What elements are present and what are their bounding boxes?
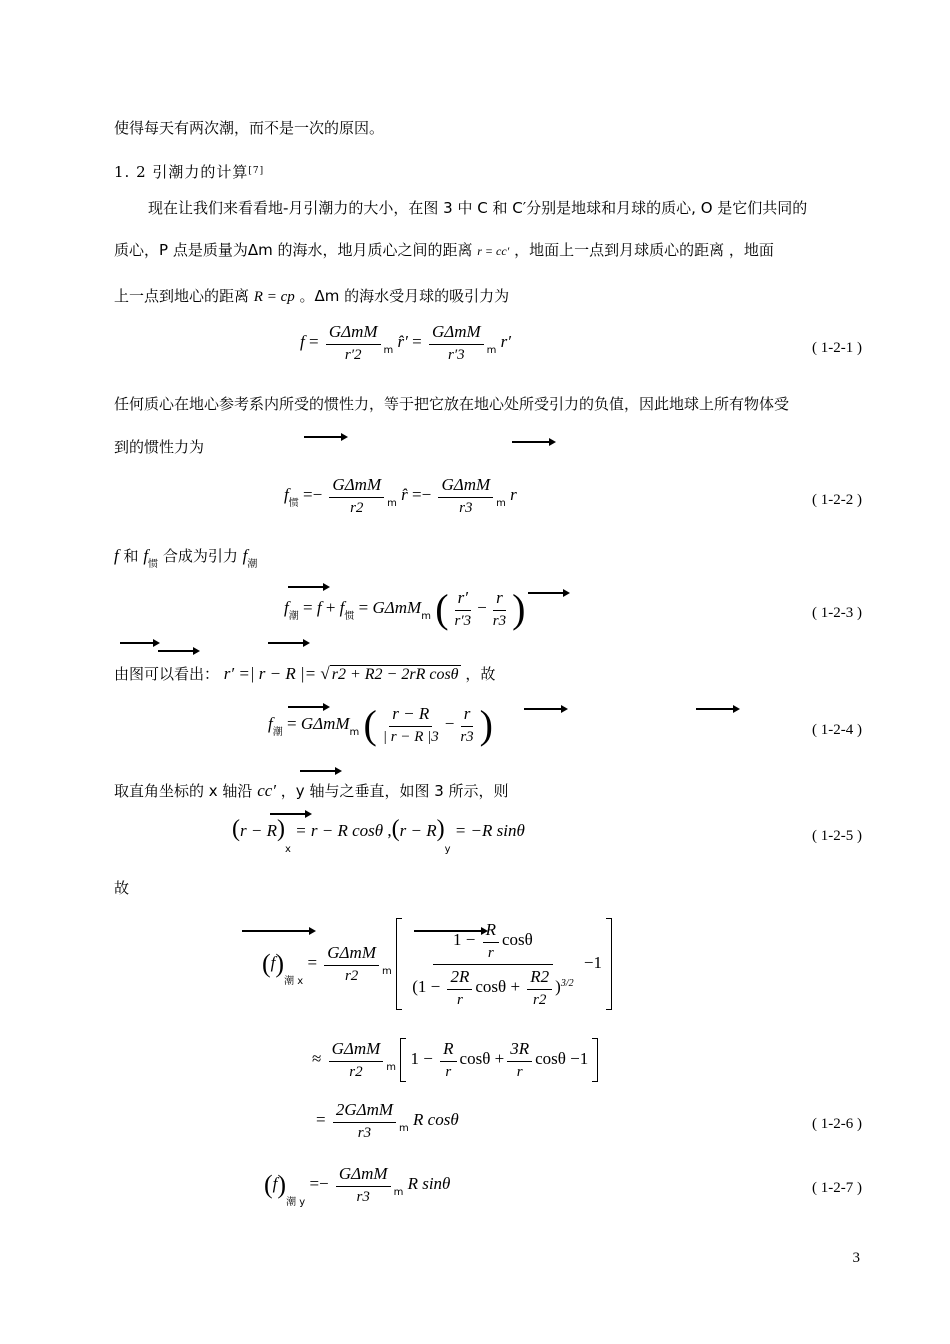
equation-1-2-3: $f_潮 = f + f_惯 = G\Delta mM_m$ ( $\frac{r'}{r'3}$ − $\frac{r}{r3}$ ) [284, 586, 526, 631]
p2-text-a: 质心，P 点是质量为Δm 的海水，地月质心之间的距离 [114, 241, 473, 259]
eq-denominator: r3 [357, 1125, 372, 1141]
eq-f: f [284, 484, 289, 504]
eq-r: r [445, 1064, 452, 1080]
paragraph-3-line-1: 任何质心在地心参考系内所受的惯性力，等于把它放在地心处所受引力的负值，因此地球上所有物体受 [114, 395, 790, 413]
eq-numerator-2: r [493, 588, 506, 611]
equation-1-2-5: $(r - R)_x = r - R$ cosθ $,(r - R)_y = -R$ sinθ [232, 816, 525, 855]
eq-r-2: r [457, 991, 463, 1008]
eq-numerator: GΔmM [324, 943, 379, 966]
eq-cos: cosθ [459, 1048, 491, 1068]
eq-sub-m: m [383, 344, 394, 356]
eq-fraction-2 [438, 475, 493, 517]
eq-sub-m: m [421, 610, 431, 622]
eq-denominator: | r − R |3 [382, 729, 439, 745]
eq-equals-2: = [358, 597, 369, 617]
eq-fraction [329, 475, 384, 517]
paragraph-2-line-2 [114, 240, 774, 261]
equation-number-6: ( 1-2-6 ) [812, 1116, 862, 1132]
eq-sub-m: m [387, 497, 397, 509]
eq-r: r [510, 484, 517, 504]
eq-numerator: r′ [455, 588, 471, 611]
eq-equals-2: = [412, 484, 422, 504]
eq-denominator: r2 [350, 500, 364, 516]
eq-sub-m: m [386, 1061, 397, 1073]
vector-arrow [300, 770, 340, 772]
p4-sub-guan: 惯 [148, 559, 159, 570]
eq-f: f [268, 713, 273, 733]
eq-Rcos: R cosθ [413, 1109, 459, 1129]
paragraph-2-line-1: 现在让我们来看看地-月引潮力的大小，在图 3 中 C 和 C′分别是地球和月球的质心, O 是它们共同的 [148, 199, 808, 217]
eq-numerator-2: r [461, 704, 474, 727]
eq-x-comp: = r − R cosθ [295, 821, 384, 840]
eq-sub-chao: 潮 [286, 1196, 297, 1208]
vector-arrow [512, 441, 554, 443]
paragraph-3-line-2: 到的惯性力为 [114, 438, 205, 456]
section-heading [114, 161, 264, 182]
p4-text-b: 合成为引力 [162, 547, 238, 565]
vector-arrow [696, 708, 738, 710]
paragraph-4 [114, 546, 257, 575]
vector-arrow [270, 813, 310, 815]
eq-numerator-2: GΔmM [438, 475, 493, 498]
eq-sub-m: m [349, 726, 360, 738]
paragraph-6 [114, 781, 509, 801]
p2-math: r = cc′ [477, 244, 510, 258]
eq-denominator-2: r3 [460, 729, 474, 745]
eq-sub-y: y [299, 1196, 306, 1208]
eq-cos-2: cosθ [475, 976, 507, 996]
eq-R: R [483, 920, 499, 943]
eq-minus: − [312, 484, 323, 504]
equation-number-3: ( 1-2-3 ) [812, 605, 862, 621]
eq-big-fraction [409, 920, 576, 1009]
eq-r2: r2 [533, 991, 547, 1008]
section-heading-text: 1. 2 引潮力的计算 [114, 163, 249, 181]
eq-denominator: r′3 [454, 613, 472, 629]
eq-fraction [336, 1164, 391, 1206]
eq-sub-x: x [284, 844, 291, 855]
eq-fraction [324, 943, 379, 985]
p5-sqrt: r2 + R2 − 2rR cosθ [331, 666, 459, 683]
eq-f: f [270, 952, 276, 972]
p4-text-a: 和 [123, 547, 139, 565]
eq-denominator: r′2 [344, 347, 362, 363]
eq-f: f [284, 597, 289, 617]
eq-gdmm: GΔmM [372, 597, 422, 617]
equation-1-2-6-line-3 [316, 1100, 459, 1142]
p2-text-c: 上一点到地心的距离 [114, 287, 250, 305]
eq-exp: 3/2 [560, 977, 574, 989]
p2-math-2: R = cp [253, 289, 295, 305]
eq-equals: = [302, 597, 313, 617]
eq-fraction-2 [490, 588, 509, 630]
eq-f-2: f [316, 597, 322, 617]
eq-equals: = [302, 484, 313, 504]
eq-numerator-2: GΔmM [429, 322, 484, 345]
eq-denominator: r2 [349, 1064, 363, 1080]
eq-unit-vector: r̂ [401, 484, 408, 504]
vector-arrow [158, 650, 198, 652]
eq-minus-one: −1 [583, 952, 602, 972]
eq-sub-chao: 潮 [284, 975, 295, 987]
p4-f: f [114, 546, 119, 565]
p4-sub-chao: 潮 [247, 559, 258, 570]
eq-equals: = [316, 1109, 326, 1129]
eq-denominator: r3 [356, 1189, 370, 1205]
eq-sub-guan: 惯 [288, 497, 299, 509]
eq-denominator: r2 [344, 968, 359, 984]
eq-approx: ≈ [312, 1048, 322, 1068]
eq-fraction-2 [457, 704, 476, 746]
eq-fraction [380, 704, 442, 746]
eq-r-prime: r′ [500, 331, 512, 351]
eq-sub-guan: 惯 [344, 610, 355, 622]
eq-plus: + [506, 976, 525, 996]
eq-f: f [300, 331, 305, 351]
eq-unit-vector: r̂′ [397, 331, 408, 351]
vector-arrow [120, 642, 158, 644]
heading-reference: [7] [248, 166, 265, 176]
eq-fraction-2 [429, 322, 484, 364]
p5-text-a: 由图可以看出： [114, 665, 220, 683]
equation-number-2: ( 1-2-2 ) [812, 492, 862, 508]
eq-3R: 3R [507, 1039, 532, 1062]
eq-sub-m-2: m [496, 497, 506, 509]
eq-R2: R2 [527, 967, 552, 990]
equation-1-2-2 [284, 475, 517, 517]
eq-2R: 2R [447, 967, 472, 990]
eq-fraction [326, 322, 381, 364]
eq-gdmm: GΔmM [300, 713, 350, 733]
eq-cos-minus-one: cosθ −1 [535, 1048, 589, 1068]
eq-one-minus: 1 − [410, 1048, 438, 1068]
eq-fraction [333, 1100, 396, 1142]
eq-numerator: r − R [389, 704, 432, 727]
eq-numerator: 2GΔmM [333, 1100, 396, 1123]
eq-sub-m: m [399, 1122, 409, 1134]
p6-text-b: ，y 轴与之垂直，如图 3 所示，则 [280, 782, 509, 800]
paragraph-5: 由图可以看出： r′ =| r − R |= √ r2 + R2 − 2rR cosθ ，故 [114, 664, 496, 683]
equation-1-2-7: $(f)_{潮 y}$ =− $\frac{\text{GΔmM}}{r3}$ $_m$ R sinθ [264, 1164, 451, 1208]
equation-number-7: ( 1-2-7 ) [812, 1180, 862, 1196]
paragraph-1: 使得每天有两次潮，而不是一次的原因。 [114, 119, 385, 137]
paragraph-2-line-3 [114, 286, 509, 307]
p5-math: r′ =| r − R |= [223, 664, 321, 683]
eq-r-2: r [516, 1064, 523, 1080]
equation-1-2-6-line-1: $(f)_{潮 x}$ = $\frac{\text{GΔmM}}{r2}$ $_m$ 1 − $\frac{R}{r}$ cosθ (1 − $\frac{2R}{r}$ cosθ + $\frac{R2}{r2}$ )$^{3/2}$ −1 [262, 918, 612, 1010]
eq-minus: − [477, 597, 487, 617]
eq-sub-chao: 潮 [288, 610, 299, 622]
eq-minus-2: − [421, 484, 432, 504]
p4-f-guan: f [143, 546, 149, 565]
eq-one-minus: 1 − [453, 929, 480, 949]
eq-sub-m-2: m [486, 344, 497, 356]
eq-denominator-2: r3 [459, 500, 473, 516]
eq-minus: − [444, 713, 455, 733]
p5-text-b: ，故 [465, 665, 496, 683]
eq-equals: = [286, 713, 297, 733]
eq-close: ) [555, 976, 561, 996]
equation-number-5: ( 1-2-5 ) [812, 828, 862, 844]
eq-numerator: GΔmM [329, 475, 384, 498]
eq-R: R [440, 1039, 456, 1062]
equation-number-1: ( 1-2-1 ) [812, 340, 862, 356]
p6-math: cc′ [257, 781, 277, 800]
paragraph-7: 故 [114, 879, 130, 897]
eq-equals: = [308, 331, 319, 351]
eq-denominator-2: r3 [492, 613, 507, 629]
page-number: 3 [852, 1250, 860, 1266]
p6-text-a: 取直角坐标的 x 轴沿 [114, 782, 253, 800]
vector-arrow [268, 642, 308, 644]
eq-equals-2: = [412, 331, 422, 351]
eq-minus: − [319, 1173, 329, 1193]
eq-sub-m: m [393, 1186, 404, 1198]
eq-y-comp: = −R sinθ [454, 821, 525, 840]
eq-r: r [487, 944, 494, 961]
equation-1-2-1 [300, 322, 511, 364]
p4-f-chao: f [242, 546, 248, 565]
eq-equals: = [309, 1173, 320, 1193]
eq-f: f [272, 1173, 278, 1193]
eq-sub-y: y [444, 844, 451, 855]
eq-equals: = [307, 952, 318, 972]
eq-open: (1 − [412, 976, 445, 996]
vector-arrow [528, 592, 568, 594]
eq-Rsin: R sinθ [407, 1173, 451, 1193]
eq-f-3: f [339, 597, 345, 617]
eq-numerator: GΔmM [326, 322, 381, 345]
equation-number-4: ( 1-2-4 ) [812, 722, 862, 738]
eq-fraction [452, 588, 475, 630]
eq-r-minus-R-2: r − R [399, 821, 437, 840]
p2-text-b: ，地面上一点到月球质心的距离 ，地面 [514, 241, 774, 259]
p2-text-d: 。Δm 的海水受月球的吸引力为 [299, 287, 510, 305]
eq-r-minus-R: r − R [240, 821, 277, 840]
eq-numerator: GΔmM [336, 1164, 391, 1187]
eq-cos: cosθ [502, 929, 533, 949]
eq-fraction [329, 1039, 384, 1081]
eq-denominator-2: r′3 [448, 347, 465, 363]
eq-numerator: GΔmM [329, 1039, 384, 1062]
vector-arrow [524, 708, 566, 710]
eq-sub-m: m [381, 965, 392, 977]
eq-sub-chao: 潮 [272, 726, 283, 738]
equation-1-2-6-line-2: ≈ $\frac{\text{GΔmM}}{r2}$ $_m$ 1 − $\frac{R}{r}$ cosθ + $\frac{3R}{r}$ cosθ −1 [312, 1038, 598, 1082]
equation-1-2-4: $f_潮 = G\Delta mM_m$ ( $\frac{r - R}{| r - R |3}$ − $\frac{r}{r3}$ ) [268, 702, 493, 747]
eq-sub-x: x [297, 975, 304, 987]
vector-arrow [304, 436, 346, 438]
